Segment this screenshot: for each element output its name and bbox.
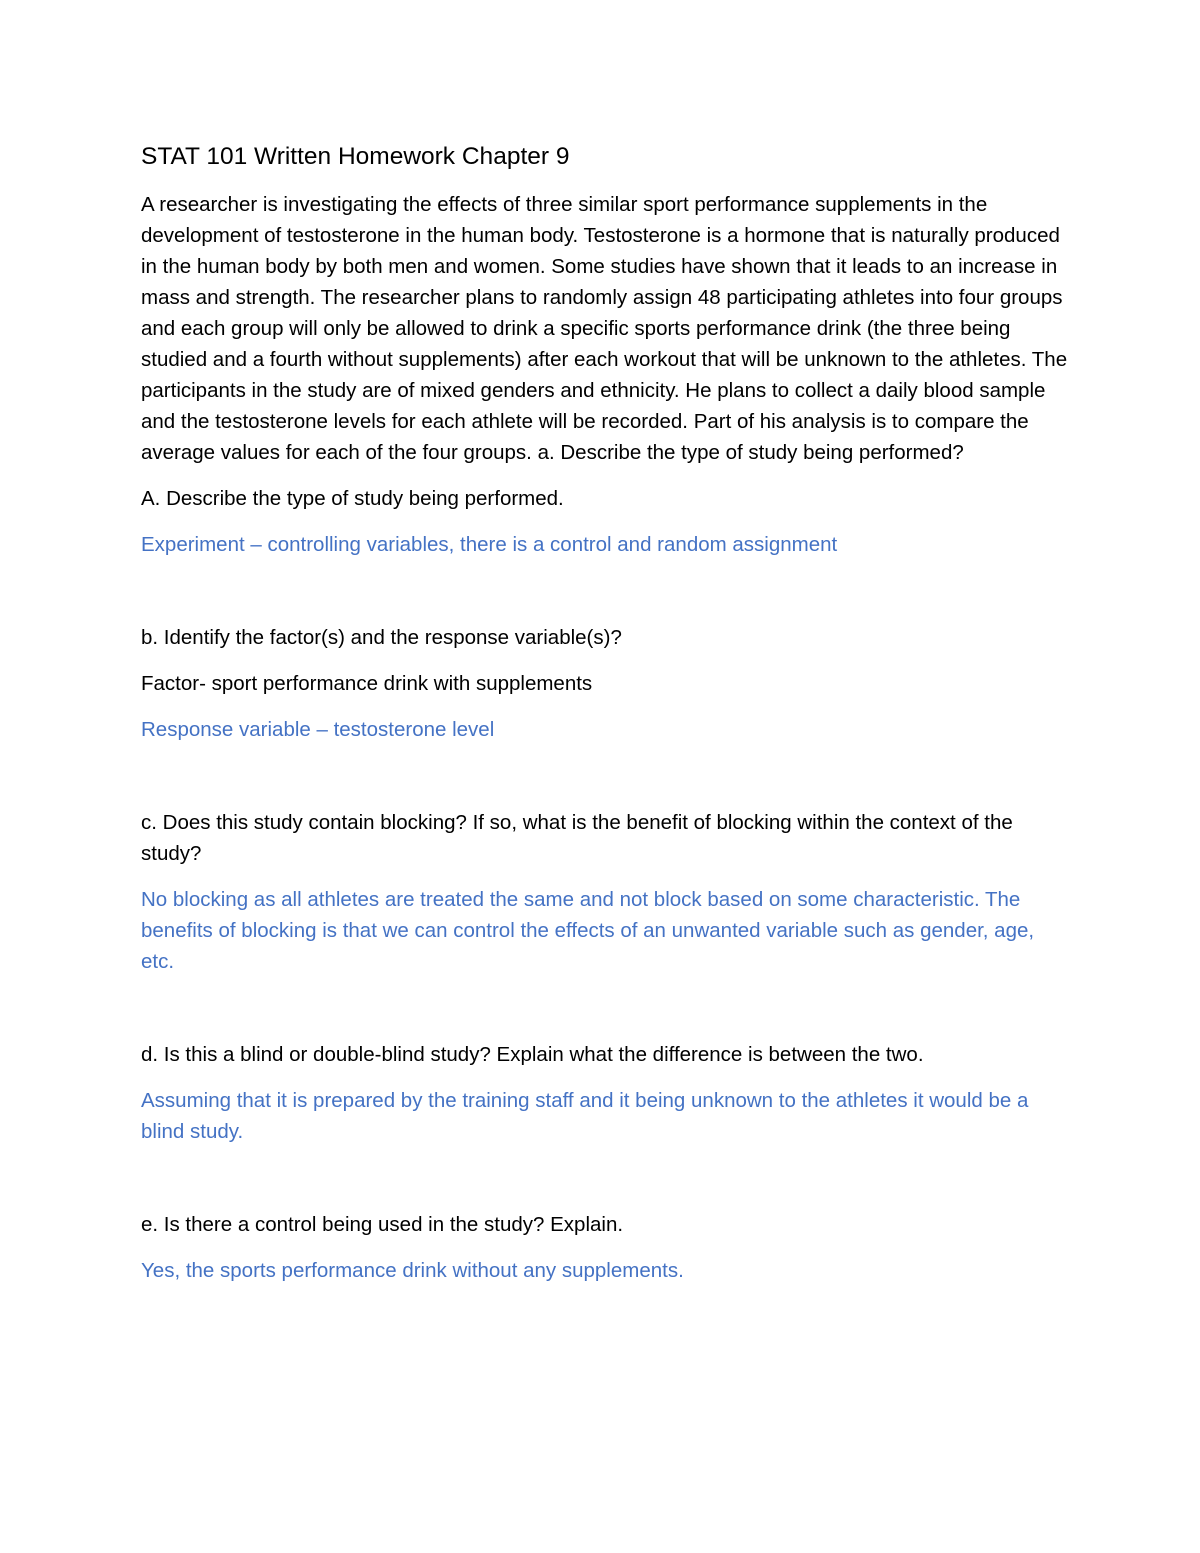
question-d: d. Is this a blind or double-blind study? Explain what the difference is between the two. [141,1043,924,1066]
question-b: b. Identify the factor(s) and the response variable(s)? [141,626,622,649]
intro-paragraph: A researcher is investigating the effects of three similar sport performance supplements in the development of testosterone in the human body. Testosterone is a hormone that is naturally produced in the human body by both men and women. Some studies have shown that it leads to an increase in mass and strength. The researcher plans to randomly assign 48 participating athletes into four groups and each group will only be allowed to drink a specific sports performance drink (the three being studied and a fourth without supplements) after each workout that will be unknown to the athletes. The participants in the study are of mixed genders and ethnicity. He plans to collect a daily blood sample and the testosterone levels for each athlete will be recorded. Part of his analysis is to compare the average values for each of the four groups. a. Describe the type of study being performed? [141,193,1068,464]
question-c: c. Does this study contain blocking? If so, what is the benefit of blocking within the context of the study? [141,811,1013,865]
answer-b: Response variable – testosterone level [141,718,495,741]
answer-e: Yes, the sports performance drink without any supplements. [141,1259,684,1282]
answer-d: Assuming that it is prepared by the training staff and it being unknown to the athletes it would be a blind study. [141,1089,1029,1143]
factor-statement: Factor- sport performance drink with supplements [141,672,593,695]
question-e: e. Is there a control being used in the study? Explain. [141,1213,624,1236]
document-title: STAT 101 Written Homework Chapter 9 [141,143,570,170]
answer-c: No blocking as all athletes are treated the same and not block based on some characteristic. The benefits of blocking is that we can control the effects of an unwanted variable such as gender, age, etc. [141,888,1035,973]
document-page [141,140,1071,1301]
answer-a: Experiment – controlling variables, there is a control and random assignment [141,533,838,556]
question-a: A. Describe the type of study being performed. [141,487,564,510]
